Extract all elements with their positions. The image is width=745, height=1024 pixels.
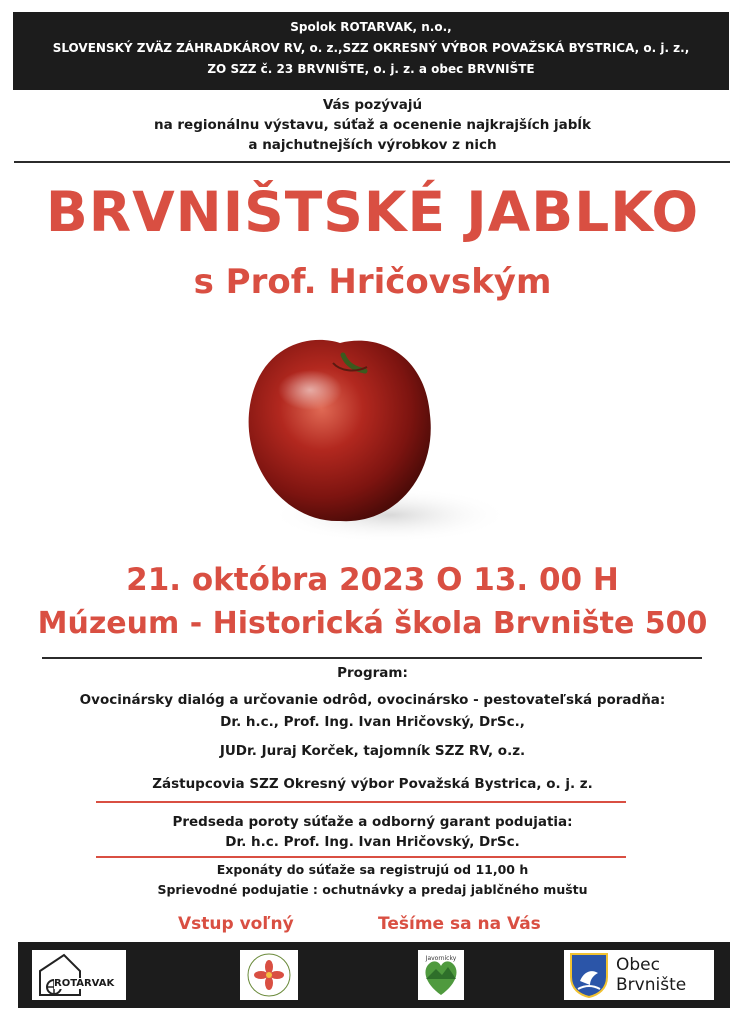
header-line-2: SLOVENSKÝ ZVÄZ ZÁHRADKÁROV RV, o. z.,SZZ OKRESNÝ VÝBOR POVAŽSKÁ BYSTRICA, o. j. z., — [52, 41, 690, 55]
rotarvak-logo-text: ROTARVAK — [54, 978, 115, 989]
header-line-1: Spolok ROTARVAK, n.o., — [290, 20, 452, 34]
notes-line-1: Exponáty do súťaže sa registrujú od 11,00 h — [216, 862, 529, 877]
program-heading: Program: — [337, 665, 408, 681]
invite-line-3: a najchutnejších výrobkov z nich — [248, 137, 497, 153]
divider-red-1 — [96, 801, 626, 803]
invite-line-1: Vás pozývajú — [322, 97, 423, 113]
apple-image — [215, 325, 515, 555]
javornicky-logo — [418, 950, 464, 1000]
header-line-3: ZO SZZ č. 23 BRVNIŠTE, o. j. z. a obec BRVNIŠTE — [207, 62, 535, 76]
obec-brvniste-logo — [564, 950, 714, 1000]
brvniste-label: Brvnište — [616, 975, 687, 995]
javornicky-logo-text: Javornícky — [425, 955, 457, 962]
program-line-3: JUDr. Juraj Korček, tajomník SZZ RV, o.z. — [219, 743, 526, 759]
header-band — [13, 12, 729, 90]
jury-line-1: Predseda poroty súťaže a odborný garant podujatia: — [172, 814, 573, 830]
coat-of-arms-icon — [568, 951, 610, 999]
mountain-heart-icon — [420, 951, 462, 999]
footer-band — [18, 942, 730, 1008]
event-venue: Múzeum - Historická škola Brvnište 500 — [37, 606, 708, 641]
rotarvak-logo-graphic — [34, 951, 124, 999]
obec-label: Obec — [616, 955, 660, 975]
program-line-4: Zástupcovia SZZ Okresný výbor Považská Bystrica, o. j. z. — [152, 776, 593, 792]
event-date: 21. októbra 2023 O 13. 00 H — [126, 562, 619, 598]
szz-logo — [240, 950, 298, 1000]
event-title: BRVNIŠTSKÉ JABLKO — [45, 180, 700, 244]
divider-top — [14, 161, 730, 163]
program-line-2: Dr. h.c., Prof. Ing. Ivan Hričovský, DrSc., — [220, 714, 525, 730]
jury-line-2: Dr. h.c. Prof. Ing. Ivan Hričovský, DrSc. — [225, 834, 520, 850]
program-line-1: Ovocinársky dialóg a určovanie odrôd, ovocinársko - pestovateľská poradňa: — [79, 692, 666, 708]
welcome-text: Tešíme sa na Vás — [378, 914, 541, 934]
invite-line-2: na regionálnu výstavu, súťaž a ocenenie najkrajších jabĺk — [153, 117, 592, 133]
divider-program — [42, 657, 702, 659]
notes-line-2: Sprievodné podujatie : ochutnávky a predaj jablčného muštu — [157, 882, 588, 897]
entry-free-text: Vstup voľný — [178, 914, 294, 934]
flower-icon — [244, 951, 294, 999]
rotarvak-logo — [32, 950, 126, 1000]
divider-red-2 — [96, 856, 626, 858]
invitation-text — [0, 95, 745, 155]
event-subtitle: s Prof. Hričovským — [193, 262, 552, 302]
